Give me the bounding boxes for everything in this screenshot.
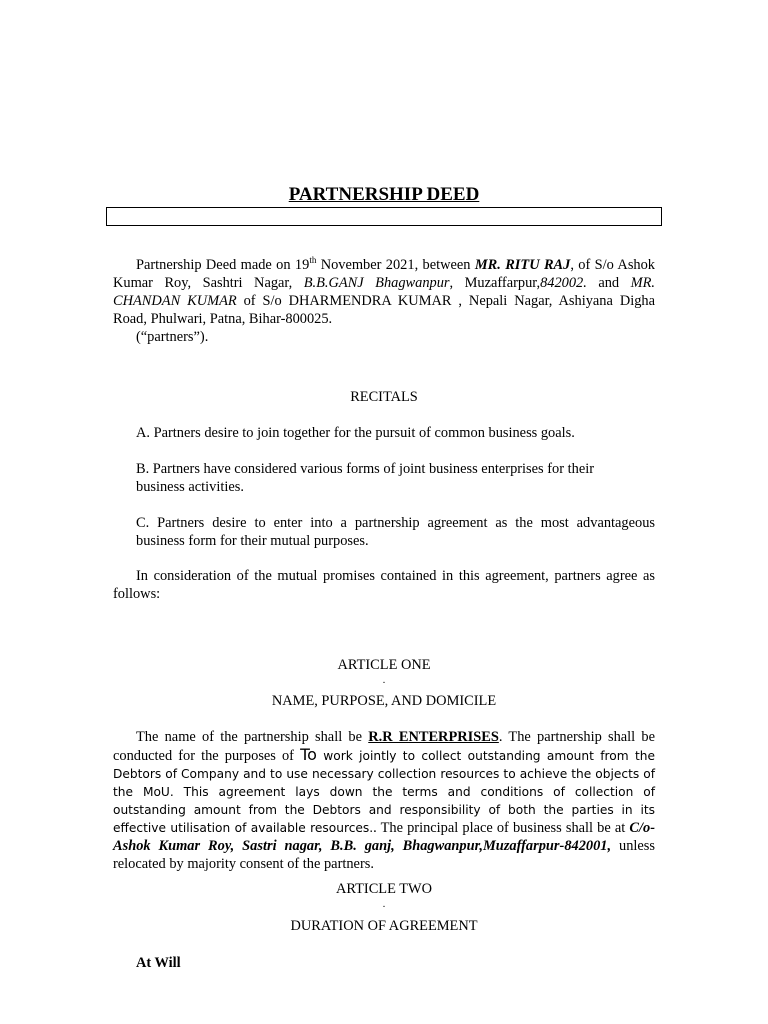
intro-text: November 2021, between [316, 257, 475, 273]
recital-c: C. Partners desire to enter into a partnership agreement as the most advantageous business form for their mutual purposes. [136, 515, 655, 549]
article-one-text: The name of the partnership shall be [136, 729, 369, 745]
title-box [106, 207, 662, 226]
at-will-heading: At Will [136, 955, 181, 971]
intro-paragraph [113, 256, 655, 346]
consideration-paragraph: In consideration of the mutual promises contained in this agreement, partners agree as follows: [113, 568, 655, 602]
article-one-paragraph [113, 728, 655, 873]
intro-text: , Muzaffarpur, [449, 275, 541, 291]
partners-note: (“partners”). [136, 329, 209, 345]
article-two-heading: ARTICLE TWO [336, 881, 432, 897]
article-one-text: . The partnership shall be conducted for the purposes of [113, 729, 655, 764]
article-one-heading: ARTICLE ONE [337, 657, 431, 673]
partner-one-name: MR. RITU RAJ [474, 257, 571, 273]
firm-name: R.R ENTERPRISES [368, 729, 499, 745]
intro-text: of S/o DHARMENDRA KUMAR , Nepali Nagar, Ashiyana Digha Road, Phulwari, Patna, Bihar-800025. [113, 293, 655, 327]
article-one-text: unless relocated by majority consent of the partners. [113, 838, 655, 872]
recital-b: B. Partners have considered various forms of joint business enterprises for their business activities. [136, 461, 594, 495]
recitals-heading: RECITALS [350, 389, 418, 405]
article-two-dot: . [382, 899, 386, 910]
recital-a: A. Partners desire to join together for the pursuit of common business goals. [136, 425, 575, 441]
date-suffix: th [309, 255, 317, 266]
partner-one-pin: 842002. [540, 275, 587, 291]
article-two-subheading: DURATION OF AGREEMENT [290, 918, 478, 934]
purpose-to: To [300, 745, 317, 764]
partner-two-name: MR. CHANDAN KUMAR [113, 275, 656, 309]
intro-text: Partnership Deed made on 19 [136, 257, 310, 273]
article-one-text: . The principal place of business shall be at [373, 820, 630, 836]
document-title: PARTNERSHIP DEED [288, 184, 480, 205]
partner-one-place: B.B.GANJ Bhagwanpur [303, 275, 450, 291]
intro-text: , of S/o Ashok Kumar Roy, Sashtri Nagar, [113, 257, 655, 291]
intro-text: and [586, 275, 631, 291]
article-one-dot: . [382, 675, 386, 686]
business-address: C/o- Ashok Kumar Roy, Sastri nagar, B.B. ganj, Bhagwanpur,Muzaffarpur-842001, [113, 820, 656, 854]
article-one-subheading: NAME, PURPOSE, AND DOMICILE [271, 693, 497, 709]
purpose-text: work jointly to collect outstanding amount from the Debtors of Company and to use necessary collection resources to achieve the objects of the MoU. This agreement lays down the terms and conditions of collection of outstanding amount from the Debtors and responsibility of both the parties in its effective utilisation of available resources. [113, 749, 655, 835]
